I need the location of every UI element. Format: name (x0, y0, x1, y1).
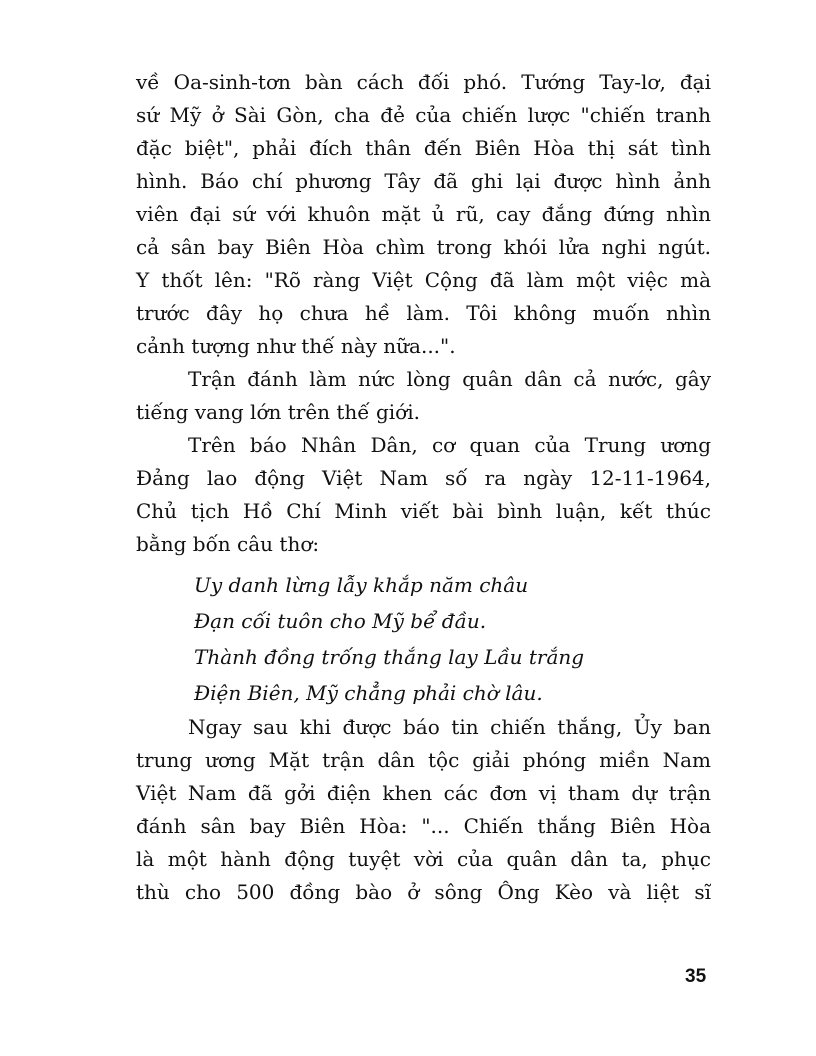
text-line: Việt Nam đã gởi điện khen các đơn vị tham dự trận (136, 781, 711, 805)
poem (136, 567, 711, 711)
poem-line: Uy danh lừng lẫy khắp năm châu (194, 573, 529, 597)
poem-line: Đạn cối tuôn cho Mỹ bể đầu. (194, 609, 487, 633)
text-line: sứ Mỹ ở Sài Gòn, cha đẻ của chiến lược "chiến tranh (136, 103, 711, 127)
text-line: về Oa-sinh-tơn bàn cách đối phó. Tướng Tay-lơ, đại (136, 70, 711, 94)
text-line: đánh sân bay Biên Hòa: "... Chiến thắng Biên Hòa (136, 814, 711, 838)
text-line: Ngay sau khi được báo tin chiến thắng, Ủy ban (188, 715, 711, 739)
text-line: đặc biệt", phải đích thân đến Biên Hòa thị sát tình (136, 136, 711, 160)
poem-line: Thành đồng trống thắng lay Lầu trắng (194, 645, 585, 669)
paragraph-4 (136, 711, 711, 909)
poem-line: Điện Biên, Mỹ chẳng phải chờ lâu. (194, 681, 543, 705)
text-line: bằng bốn câu thơ: (136, 532, 320, 556)
paragraph-2 (136, 363, 711, 429)
text-line: cảnh tượng như thế này nữa...". (136, 334, 456, 358)
text-line: trung ương Mặt trận dân tộc giải phóng miền Nam (136, 748, 711, 772)
body-text (136, 66, 711, 909)
text-line: tiếng vang lớn trên thế giới. (136, 400, 420, 424)
paragraph-3 (136, 429, 711, 561)
text-line: hình. Báo chí phương Tây đã ghi lại được hình ảnh (136, 169, 711, 193)
text-line: Trên báo Nhân Dân, cơ quan của Trung ương (188, 433, 711, 457)
paragraph-1 (136, 66, 711, 363)
text-line: là một hành động tuyệt vời của quân dân ta, phục (136, 847, 711, 871)
text-line: Y thốt lên: "Rõ ràng Việt Cộng đã làm một việc mà (136, 268, 711, 292)
text-line: viên đại sứ với khuôn mặt ủ rũ, cay đắng đứng nhìn (136, 202, 711, 226)
text-line: trước đây họ chưa hề làm. Tôi không muốn nhìn (136, 301, 711, 325)
text-line: Trận đánh làm nức lòng quân dân cả nước, gây (188, 367, 711, 391)
text-line: cả sân bay Biên Hòa chìm trong khói lửa nghi ngút. (136, 235, 711, 259)
text-line: Chủ tịch Hồ Chí Minh viết bài bình luận, kết thúc (136, 499, 711, 523)
page-number: 35 (685, 966, 707, 987)
text-line: thù cho 500 đồng bào ở sông Ông Kèo và liệt sĩ (136, 880, 711, 904)
text-line: Đảng lao động Việt Nam số ra ngày 12-11-1964, (136, 466, 711, 490)
